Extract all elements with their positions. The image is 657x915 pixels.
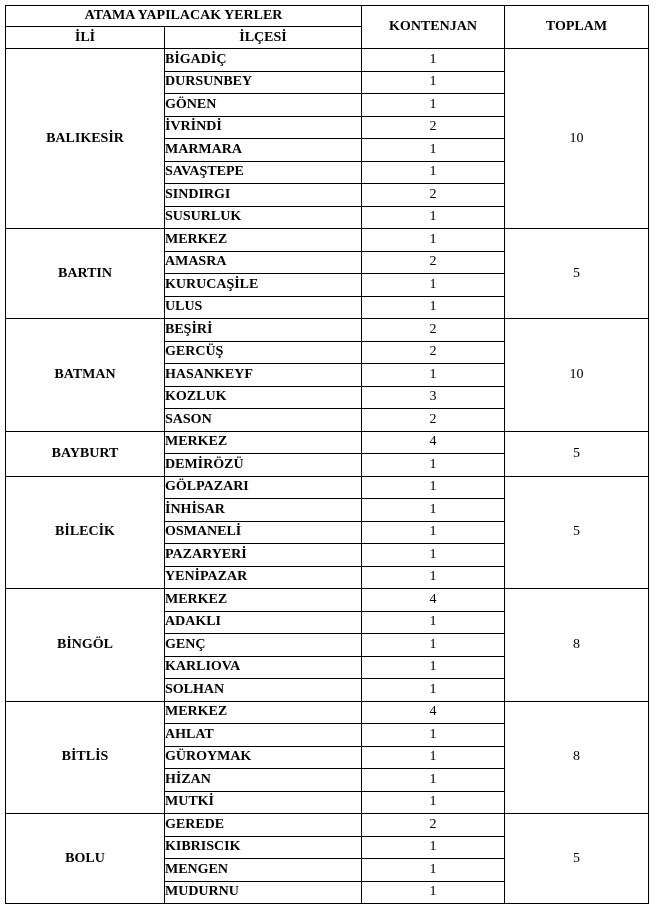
district-quota: 1 (362, 791, 505, 814)
district-name: MERKEZ (165, 229, 362, 252)
district-quota: 1 (362, 836, 505, 859)
district-quota: 1 (362, 296, 505, 319)
district-name: DEMİRÖZÜ (165, 454, 362, 477)
province-name: BİTLİS (6, 701, 165, 814)
district-quota: 2 (362, 341, 505, 364)
district-name: MARMARA (165, 139, 362, 162)
province-name: BALIKESİR (6, 49, 165, 229)
district-name: GÖNEN (165, 94, 362, 117)
province-total: 10 (505, 319, 649, 432)
district-name: BİGADİÇ (165, 49, 362, 72)
table-row (6, 319, 649, 342)
district-name: PAZARYERİ (165, 544, 362, 567)
district-name: ULUS (165, 296, 362, 319)
province-total: 5 (505, 229, 649, 319)
header-assignment-places: ATAMA YAPILACAK YERLER (6, 6, 362, 27)
district-quota: 1 (362, 544, 505, 567)
district-name: GÜROYMAK (165, 746, 362, 769)
province-total: 5 (505, 476, 649, 589)
assignment-table (5, 5, 649, 904)
district-name: ADAKLI (165, 611, 362, 634)
district-name: HİZAN (165, 769, 362, 792)
district-quota: 1 (362, 656, 505, 679)
district-quota: 1 (362, 521, 505, 544)
table-row (6, 814, 649, 837)
district-name: SOLHAN (165, 679, 362, 702)
district-quota: 1 (362, 49, 505, 72)
district-quota: 2 (362, 319, 505, 342)
province-total: 8 (505, 589, 649, 702)
district-quota: 1 (362, 859, 505, 882)
district-name: MERKEZ (165, 701, 362, 724)
district-quota: 2 (362, 184, 505, 207)
district-quota: 1 (362, 881, 505, 904)
district-name: KIBRISCIK (165, 836, 362, 859)
province-name: BİNGÖL (6, 589, 165, 702)
district-name: İNHİSAR (165, 499, 362, 522)
table-row (6, 476, 649, 499)
district-quota: 2 (362, 409, 505, 432)
district-name: OSMANELİ (165, 521, 362, 544)
district-quota: 1 (362, 724, 505, 747)
district-quota: 1 (362, 769, 505, 792)
district-quota: 1 (362, 499, 505, 522)
district-name: HASANKEYF (165, 364, 362, 387)
district-name: SASON (165, 409, 362, 432)
header-ilce: İLÇESİ (165, 27, 362, 49)
province-total: 10 (505, 49, 649, 229)
province-name: BİLECİK (6, 476, 165, 589)
district-name: MUTKİ (165, 791, 362, 814)
district-quota: 2 (362, 814, 505, 837)
district-quota: 1 (362, 139, 505, 162)
district-quota: 1 (362, 611, 505, 634)
district-quota: 1 (362, 71, 505, 94)
district-quota: 1 (362, 566, 505, 589)
province-total: 8 (505, 701, 649, 814)
district-name: SUSURLUK (165, 206, 362, 229)
district-quota: 4 (362, 701, 505, 724)
table-row (6, 229, 649, 252)
district-quota: 1 (362, 94, 505, 117)
province-name: BARTIN (6, 229, 165, 319)
district-quota: 2 (362, 116, 505, 139)
table-row (6, 701, 649, 724)
district-name: SINDIRGI (165, 184, 362, 207)
district-name: GENÇ (165, 634, 362, 657)
district-quota: 1 (362, 476, 505, 499)
district-name: SAVAŞTEPE (165, 161, 362, 184)
district-name: AHLAT (165, 724, 362, 747)
district-name: BEŞİRİ (165, 319, 362, 342)
header-il: İLİ (6, 27, 165, 49)
district-name: YENİPAZAR (165, 566, 362, 589)
header-kontenjan: KONTENJAN (362, 6, 505, 49)
district-quota: 1 (362, 364, 505, 387)
district-quota: 1 (362, 746, 505, 769)
district-name: KURUCAŞİLE (165, 274, 362, 297)
district-name: GÖLPAZARI (165, 476, 362, 499)
table-row (6, 431, 649, 454)
district-quota: 4 (362, 431, 505, 454)
table-row (6, 49, 649, 72)
district-quota: 3 (362, 386, 505, 409)
district-quota: 1 (362, 679, 505, 702)
district-name: AMASRA (165, 251, 362, 274)
district-quota: 1 (362, 161, 505, 184)
district-quota: 1 (362, 274, 505, 297)
district-name: KARLIOVA (165, 656, 362, 679)
district-name: MERKEZ (165, 431, 362, 454)
province-name: BATMAN (6, 319, 165, 432)
district-quota: 1 (362, 229, 505, 252)
district-name: GEREDE (165, 814, 362, 837)
district-quota: 1 (362, 454, 505, 477)
district-name: GERCÜŞ (165, 341, 362, 364)
province-total: 5 (505, 814, 649, 904)
district-quota: 1 (362, 206, 505, 229)
district-name: İVRİNDİ (165, 116, 362, 139)
district-quota: 2 (362, 251, 505, 274)
province-total: 5 (505, 431, 649, 476)
district-quota: 4 (362, 589, 505, 612)
table-row (6, 589, 649, 612)
table-body (6, 49, 649, 904)
district-quota: 1 (362, 634, 505, 657)
province-name: BAYBURT (6, 431, 165, 476)
header-toplam: TOPLAM (505, 6, 649, 49)
district-name: DURSUNBEY (165, 71, 362, 94)
district-name: MERKEZ (165, 589, 362, 612)
district-name: MENGEN (165, 859, 362, 882)
district-name: KOZLUK (165, 386, 362, 409)
district-name: MUDURNU (165, 881, 362, 904)
province-name: BOLU (6, 814, 165, 904)
